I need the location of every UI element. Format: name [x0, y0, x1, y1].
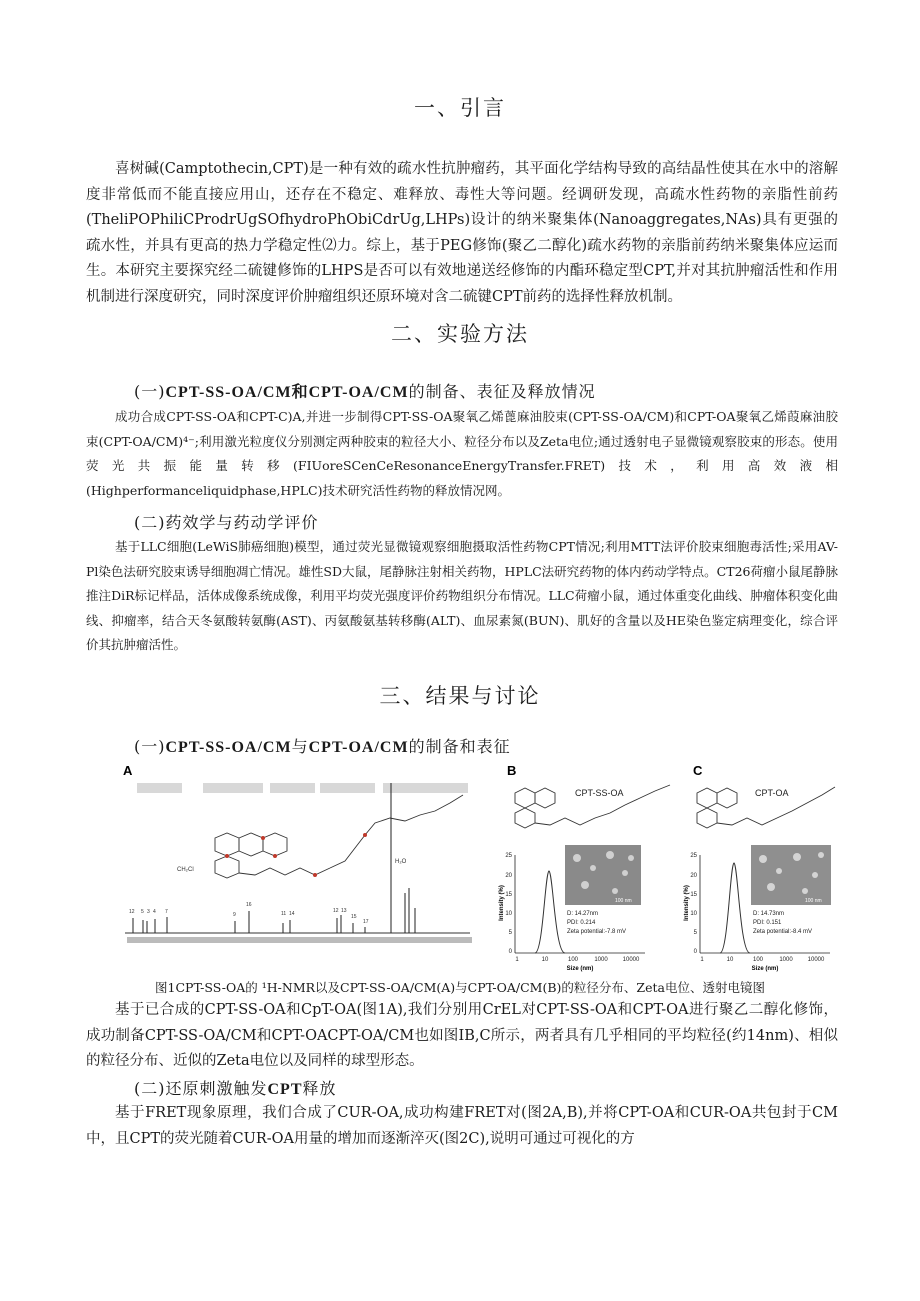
panel-b-diameter: D: 14.27nm	[567, 911, 599, 917]
ytick: 5	[693, 930, 697, 936]
results-paragraph-1: 基于已合成的CPT-SS-OA和CpT-OA(图1A),我们分别用CrEL对CPT-SS-OA和CPT-OA进行聚乙二醇化修饰，成功制备CPT-SS-OA/CM和CPT-OACPT-OA/CM也如图IB,C所示，两者具有几乎相同的平均粒径(约14nm)、相似的粒径分布、近似的Zeta电位以及同样的球型形态。	[86, 1002, 838, 1069]
particle	[812, 872, 818, 878]
ring	[535, 788, 555, 808]
panel-c-size-curve	[720, 863, 750, 953]
panel-b-yticks	[505, 853, 512, 955]
panel-c-diameter: D: 14.73nm	[753, 911, 785, 917]
subheading-suffix: 的制备、表征及释放情况	[408, 382, 596, 401]
panel-b-scale: 100 nm	[615, 898, 632, 904]
nmr-top-ppm-labels	[137, 783, 468, 793]
ytick: 20	[505, 873, 512, 879]
xtick: 1	[700, 957, 704, 963]
particle	[622, 870, 628, 876]
peak-number: 14	[289, 911, 295, 917]
heading-methods: 二、实验方法	[391, 322, 529, 346]
xtick: 10000	[622, 957, 640, 963]
atom-marker	[273, 854, 277, 858]
ytick: 10	[505, 911, 512, 917]
panel-b-label: B	[507, 763, 517, 778]
figure-1-caption: 图1CPT-SS-OA的 ¹H-NMR以及CPT-SS-OA/CM(A)与CPT-OA/CM(B)的粒径分布、Zeta电位、透射电镜图	[155, 980, 765, 995]
structure-labels	[225, 833, 367, 877]
nmr-peaks	[133, 783, 415, 933]
peak-number: 16	[246, 902, 252, 908]
ppm-label-block	[203, 783, 263, 793]
methods-subheading-1	[134, 379, 596, 402]
subheading-bold-2: CPT-OA/CM	[308, 739, 409, 756]
panel-c-pdi: PDI: 0.151	[753, 920, 782, 926]
peak-number: 17	[363, 919, 369, 925]
xtick: 1	[515, 957, 519, 963]
particle	[573, 854, 581, 862]
subheading-suffix: 的制备和表征	[408, 737, 511, 756]
solvent-label: CH₂Cl	[177, 867, 194, 873]
figure-1-graphic	[115, 763, 837, 973]
ring	[215, 856, 239, 878]
panel-c-label: C	[693, 763, 703, 778]
results-subheading-1	[134, 734, 511, 757]
atom-marker	[313, 873, 317, 877]
panel-c-scale: 100 nm	[805, 898, 822, 904]
panel-c-xticks	[700, 957, 825, 963]
atom-marker	[363, 833, 367, 837]
particle	[606, 851, 614, 859]
xtick: 100	[752, 957, 764, 963]
chain	[330, 795, 463, 868]
subheading-suffix: 释放	[302, 1079, 337, 1098]
atom-marker	[225, 854, 229, 858]
peak-number: 12	[129, 909, 135, 915]
ytick: 25	[690, 853, 697, 859]
particle	[581, 881, 589, 889]
panel-c-xlabel: Size (nm)	[751, 966, 779, 972]
ring	[263, 833, 287, 856]
panel-b-zeta: Zeta potential:-7.8 mV	[567, 929, 627, 935]
heading-results: 三、结果与讨论	[379, 684, 541, 708]
nmr-integral-ticks	[127, 937, 472, 943]
peak-number: 9	[233, 912, 236, 918]
panel-c-yticks	[690, 853, 697, 955]
xtick: 10	[541, 957, 549, 963]
ppm-label-block	[383, 783, 468, 793]
panel-b-compound: CPT-SS-OA	[575, 788, 624, 798]
subheading-bold: CPT	[267, 1081, 303, 1098]
subheading-mid: 与	[291, 737, 309, 756]
ring	[515, 808, 535, 828]
ytick: 10	[690, 911, 697, 917]
nmr-structure	[215, 795, 463, 878]
ring	[697, 788, 717, 808]
intro-paragraph: 喜树碱(Camptothecin,CPT)是一种有效的疏水性抗肿瘤药，其平面化学结构导致的高结晶性使其在水中的溶解度非常低而不能直接应用山，还存在不稳定、难释放、毒性大等问题。经调研发现，高疏水性药物的亲脂性前药(TheliPOPhiliCProdrUgSOfhydroPhObiCdrUg,LHPs)设计的纳米聚集体(Nanoaggregates,NAs)具有更强的疏水性，并具有更高的热力学稳定性⑵力。综上，基于PEG修饰(聚乙二醇化)疏水药物的亲脂前药纳米聚集体应运而生。本研究主要探究经二硫键修饰的LHPS是否可以有效地递送经修饰的内酯环稳定型CPT,并对其抗肿瘤活性和作用机制进行深度研究，同时深度评价肿瘤组织还原环境对含二硫键CPT前药的选择性释放机制。	[86, 161, 838, 305]
particle	[818, 852, 824, 858]
xtick: 1000	[594, 957, 608, 963]
particle	[776, 868, 782, 874]
xtick: 100	[567, 957, 579, 963]
subheading-prefix: (二)还原刺激触发	[134, 1079, 268, 1098]
results-subheading-2	[134, 1076, 337, 1099]
methods-paragraph-2: 基于LLC细胞(LeWiS肺癌细胞)模型，通过荧光显微镜观察细胞摄取活性药物CPT情况;利用MTT法评价胶束细胞毒活性;采用AV-Pl染色法研究胶束诱导细胞凋亡情况。雄性SD大鼠，尾静脉注射相关药物，HPLC法研究药物的体内药动学特点。CT26荷瘤小鼠尾静脉推注DiR标记样品，活体成像系统成像，利用平均荧光强度评价药物组织分布情况。LLC荷瘤小鼠，通过体重变化曲线、肿瘤体积变化曲线、抑瘤率，结合天冬氨酸转氨酶(AST)、丙氨酸氨基转移酶(ALT)、血尿素氮(BUN)、肌好的含量以及HE染色鉴定病理变化，综合评价其抗肿瘤活性。	[86, 539, 838, 652]
peak-number: 7	[165, 909, 168, 915]
methods-subheading-2: (二)药效学与药动学评价	[134, 513, 319, 532]
ytick: 5	[508, 930, 512, 936]
ring	[239, 833, 263, 856]
peak-number: 15	[351, 914, 357, 920]
particle	[802, 888, 808, 894]
particle	[793, 853, 801, 861]
integral-row	[127, 937, 472, 943]
xtick: 10000	[807, 957, 825, 963]
ytick: 0	[693, 949, 697, 955]
ppm-label-block	[137, 783, 182, 793]
particle	[767, 883, 775, 891]
ring	[697, 808, 717, 828]
figure-1	[115, 763, 837, 973]
peak-number: 3	[147, 909, 150, 915]
subheading-bold: CPT-SS-OA/CM和CPT-OA/CM	[165, 384, 409, 401]
particle	[590, 865, 596, 871]
panel-c-zeta: Zeta potential:-8.4 mV	[753, 929, 813, 935]
peak-number: 5	[141, 909, 144, 915]
results-paragraph-2: 基于FRET现象原理，我们合成了CUR-OA,成功构建FRET对(图2A,B),并将CPT-OA和CUR-OA共包封于CM中，且CPT的荧光随着CUR-OA用量的增加而逐渐淬灭(图2C),说明可通过可视化的方	[86, 1105, 838, 1147]
panel-b-xlabel: Size (nm)	[566, 966, 594, 972]
ytick: 0	[508, 949, 512, 955]
particle	[628, 855, 634, 861]
panel-b-ylabel: Intensity (%)	[499, 885, 505, 921]
panel-a-label: A	[123, 763, 133, 778]
ytick: 25	[505, 853, 512, 859]
peak-number: 11	[281, 911, 287, 917]
subheading-bold: CPT-SS-OA/CM	[165, 739, 292, 756]
ppm-label-block	[320, 783, 375, 793]
heading-introduction: 一、引言	[414, 96, 506, 120]
panel-b-pdi: PDI: 0.214	[567, 920, 596, 926]
atom-marker	[261, 836, 265, 840]
ring	[215, 833, 239, 856]
particle	[759, 855, 767, 863]
panel-b-xticks	[515, 957, 640, 963]
panel-b-tem-image	[565, 845, 641, 905]
panel-b-size-curve	[535, 871, 565, 953]
peak-number: 4	[153, 909, 156, 915]
ring	[515, 788, 535, 808]
xtick: 10	[726, 957, 734, 963]
water-label: H₂O	[395, 859, 407, 865]
peak-number: 12	[333, 908, 339, 914]
ppm-label-block	[270, 783, 315, 793]
ytick: 15	[505, 892, 512, 898]
particle	[612, 888, 618, 894]
subheading-prefix: (一)	[134, 382, 166, 401]
panel-c-ylabel: Intensity (%)	[684, 885, 690, 921]
peak-number: 13	[341, 908, 347, 914]
methods-paragraph-1: 成功合成CPT-SS-OA和CPT-C)A,并进一步制得CPT-SS-OA聚氧乙烯蓖麻油胶束(CPT-SS-OA/CM)和CPT-OA聚氧乙烯葭麻油胶束(CPT-OA/CM)⁴⁻;利用激光粒度仪分别测定两种胶束的粒径大小、粒径分布以及Zeta电位;通过透射电子显微镜观察胶束的形态。使用荧光共振能量转移(FIUoreSCenCeResonanceEnergyTransfer.FRET)技术，利用高效液相(Highperformanceliquidphase,HPLC)技术研究活性药物的释放情况网。	[86, 409, 838, 498]
ytick: 20	[690, 873, 697, 879]
subheading-prefix: (一)	[134, 737, 166, 756]
panel-c-compound: CPT-OA	[755, 788, 789, 798]
ring	[717, 788, 737, 808]
ytick: 15	[690, 892, 697, 898]
xtick: 1000	[779, 957, 793, 963]
